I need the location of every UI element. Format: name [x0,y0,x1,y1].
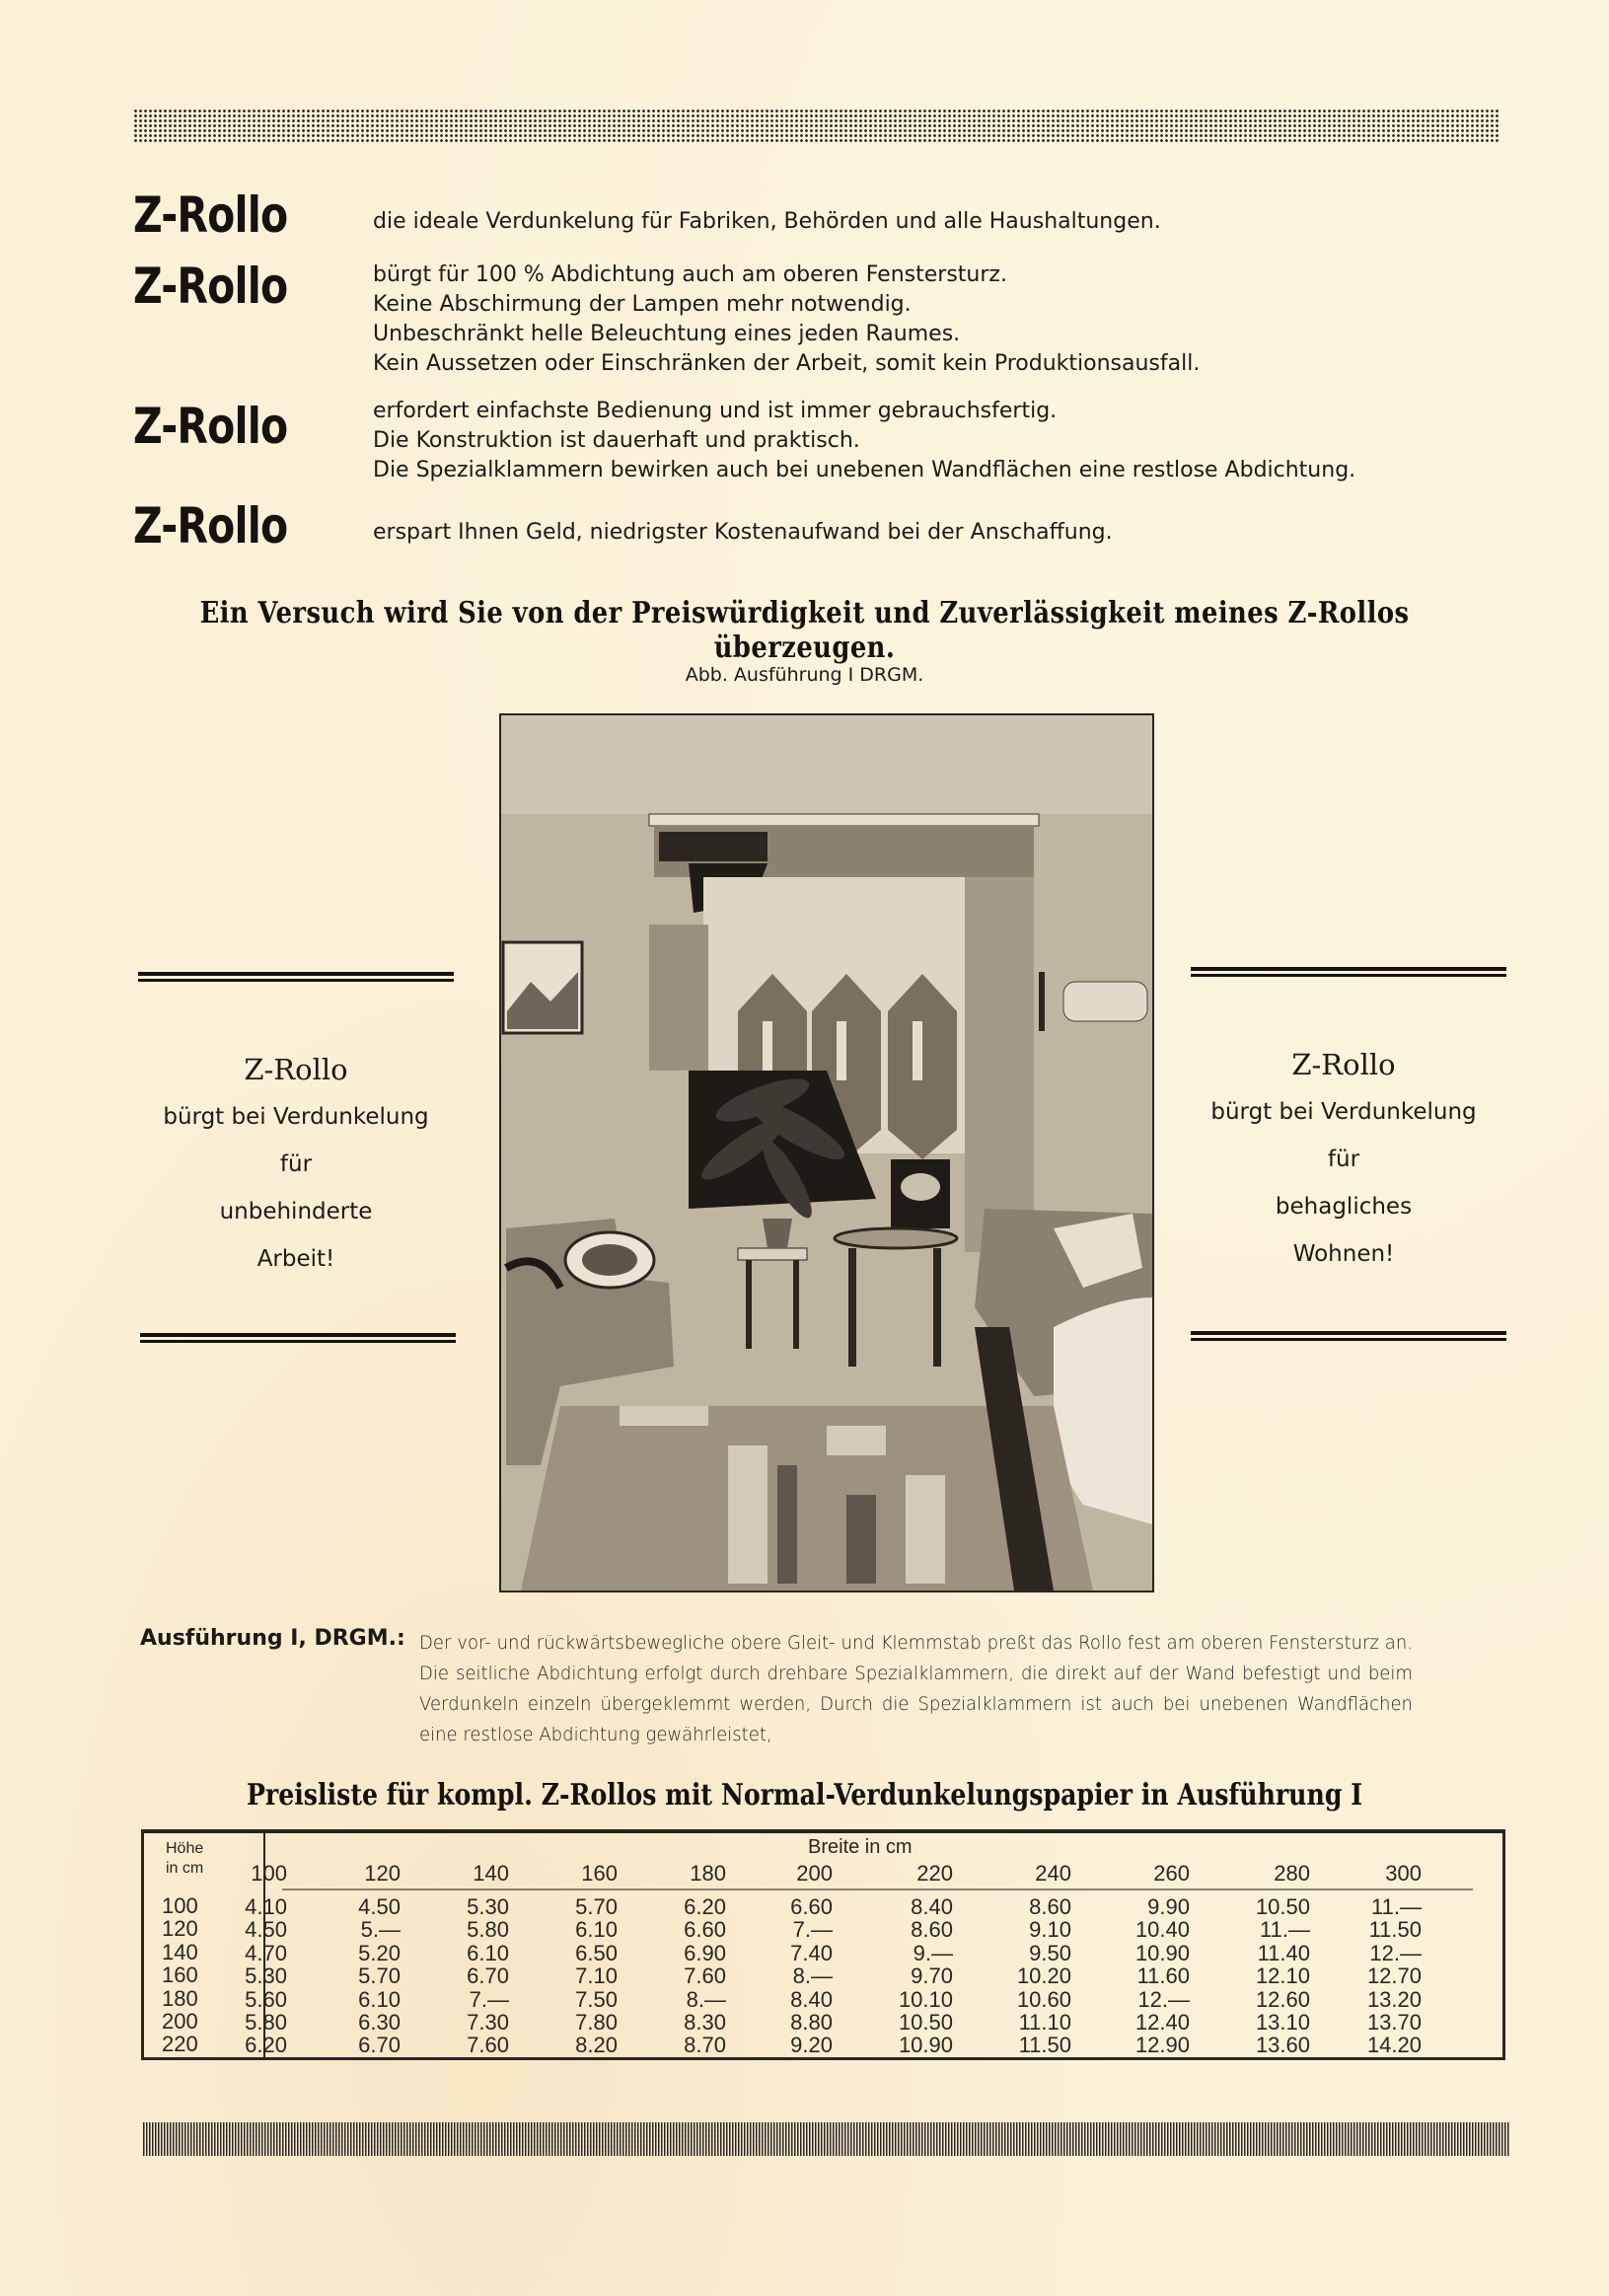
price-cell: 7.50 [575,1986,618,2012]
price-cell: 7.— [469,1986,509,2012]
price-cell: 6.50 [575,1940,618,1965]
price-cell: 8.30 [684,2010,726,2036]
right-top-double-rule [1191,967,1506,977]
price-column [864,1859,953,2057]
feature-line: Die Spezialklammern bewirken auch bei unebenen Wandflächen eine restlose Abdichtung. [373,458,1356,482]
price-cell: 9.— [913,1940,953,1965]
width-value: 180 [690,1861,726,1886]
price-column [744,1859,833,2057]
price-cell: 7.80 [575,2010,618,2036]
feature-text [373,260,1200,379]
price-cell: 10.10 [898,1986,953,2012]
feature-text [373,518,1113,548]
price-cell: 4.10 [245,1894,287,1919]
price-cell: 9.20 [790,2033,833,2058]
room-photo-illustration [501,715,1152,1591]
height-value: 160 [162,1963,198,1988]
price-cell: 5.80 [467,1917,509,1943]
side-title: Z-Rollo [244,1053,348,1086]
bottom-line-bar [143,2122,1509,2156]
price-cell: 10.50 [1255,1894,1310,1919]
price-cell: 5.60 [245,1986,287,2012]
side-title: Z-Rollo [1291,1048,1396,1081]
price-cell: 12.— [1137,1986,1190,2012]
price-cell: 9.90 [1147,1894,1190,1919]
price-cell: 9.50 [1029,1940,1071,1965]
feature-heading: Z-Rollo [133,258,288,315]
height-header-line: Höhe [166,1840,204,1857]
price-column [1333,1859,1422,2057]
price-cell: 6.10 [575,1917,618,1943]
price-column [983,1859,1071,2057]
price-cell: 10.20 [1016,1963,1071,1989]
price-cell: 5.30 [245,1963,287,1989]
photo-caption: Abb. Ausführung I DRGM. [685,664,924,686]
price-cell: 5.70 [358,1963,401,1989]
price-cell: 11.— [1371,1894,1422,1919]
price-cell: 4.50 [245,1917,287,1943]
price-cell: 6.20 [245,2033,287,2058]
left-side-note [138,1046,454,1283]
height-value: 180 [162,1985,198,2011]
price-cell: 10.90 [898,2033,953,2058]
height-value: 120 [162,1916,198,1942]
price-cell: 12.— [1369,1940,1422,1965]
price-cell: 4.50 [358,1894,401,1919]
price-cell: 12.40 [1134,2010,1190,2036]
height-header-line: in cm [166,1860,204,1877]
height-value: 100 [162,1893,198,1918]
price-cell: 8.40 [790,1986,833,2012]
price-cell: 6.60 [790,1894,833,1919]
side-line: bürgt bei Verdunkelung [1210,1099,1477,1125]
side-line: bürgt bei Verdunkelung [163,1104,429,1130]
price-cell: 7.60 [467,2033,509,2058]
width-value: 100 [251,1861,287,1886]
price-cell: 8.70 [684,2033,726,2058]
feature-line: Keine Abschirmung der Lampen mehr notwendig. [373,292,912,317]
side-line: Wohnen! [1292,1241,1395,1267]
price-column [1221,1859,1310,2057]
feature-heading: Z-Rollo [133,497,288,555]
feature-line: die ideale Verdunkelung für Fabriken, Behörden und alle Haushaltungen. [373,209,1161,234]
feature-line: Unbeschränkt helle Beleuchtung eines jeden Raumes. [373,322,961,346]
slogan: Ein Versuch wird Sie von der Preiswürdigkeit und Zuverlässigkeit meines Z-Rollos überzeugen. [199,596,1410,665]
price-cell: 13.70 [1366,2010,1422,2036]
left-top-double-rule [138,972,454,982]
price-cell: 7.40 [790,1940,833,1965]
price-cell: 11.40 [1257,1940,1310,1965]
price-cell: 7.— [792,1917,833,1943]
price-cell: 9.70 [911,1963,953,1989]
price-cell: 11.50 [1368,1917,1422,1943]
side-line: für [279,1151,313,1177]
price-cell: 6.70 [467,1963,509,1989]
price-cell: 8.— [686,1986,726,2012]
price-column [312,1859,401,2057]
price-cell: 13.60 [1255,2033,1310,2058]
price-column [420,1859,509,2057]
price-cell: 10.60 [1016,1986,1071,2012]
price-cell: 11.60 [1136,1963,1190,1989]
price-cell: 6.30 [358,2010,401,2036]
side-line: Arbeit! [256,1246,335,1272]
feature-text [373,397,1355,485]
price-cell: 6.20 [684,1894,726,1919]
price-cell: 13.10 [1255,2010,1310,2036]
height-value: 220 [162,2032,198,2057]
width-value: 160 [581,1861,618,1886]
height-value: 140 [162,1939,198,1964]
side-line: für [1327,1147,1360,1172]
width-value: 140 [473,1861,509,1886]
feature-line: erfordert einfachste Bedienung und ist immer gebrauchsfertig. [373,399,1058,423]
price-cell: 7.30 [467,2010,509,2036]
price-cell: 8.60 [911,1917,953,1943]
price-cell: 5.— [360,1917,401,1943]
price-cell: 8.80 [790,2010,833,2036]
price-cell: 5.20 [358,1940,401,1965]
width-value: 120 [364,1861,401,1886]
price-cell: 9.10 [1029,1917,1071,1943]
feature-line: Kein Aussetzen oder Einschränken der Arbeit, somit kein Produktionsausfall. [373,351,1201,376]
price-column [198,1859,287,2057]
price-cell: 12.70 [1366,1963,1422,1989]
height-value: 200 [162,2009,198,2035]
price-cell: 11.— [1260,1917,1310,1943]
feature-line: Die Konstruktion ist dauerhaft und praktisch. [373,428,860,453]
description-text: Der vor- und rückwärtsbewegliche obere Gleit- und Klemmstab preßt das Rollo fest am oberen Fenstersturz an. Die seitliche Abdichtung erfolgt durch drehbare Spezialklammern, die direkt auf der Wand befestigt und beim Verdunkeln einzeln übergeklemmt werden, Durch die Spezialklammern ist auch bei unebenen Wandflächen eine restlose Abdichtung gewährleistet, [419,1632,1413,1745]
price-table [141,1829,1505,2060]
price-cell: 5.30 [467,1894,509,1919]
price-cell: 4.70 [245,1940,287,1965]
width-value: 240 [1035,1861,1071,1886]
price-cell: 7.60 [684,1963,726,1989]
feature-heading: Z-Rollo [133,186,288,244]
right-side-note [1191,1041,1497,1278]
width-value: 260 [1153,1861,1190,1886]
width-header: Breite in cm [808,1836,913,1858]
price-cell: 13.20 [1366,1986,1422,2012]
price-cell: 6.90 [684,1940,726,1965]
price-cell: 12.10 [1255,1963,1310,1989]
price-cell: 6.60 [684,1917,726,1943]
side-line: unbehinderte [219,1199,373,1224]
feature-heading: Z-Rollo [133,398,288,455]
price-cell: 7.10 [575,1963,618,1989]
price-cell: 6.10 [358,1986,401,2012]
feature-text [373,207,1161,237]
width-value: 220 [916,1861,953,1886]
price-column [637,1859,726,2057]
price-cell: 11.50 [1018,2033,1071,2058]
price-cell: 6.70 [358,2033,401,2058]
price-column [1101,1859,1190,2057]
price-cell: 8.20 [575,2033,618,2058]
description-label: Ausführung I, DRGM.: [140,1626,405,1651]
height-values [162,1894,198,2056]
width-value: 280 [1274,1861,1310,1886]
price-cell: 14.20 [1366,2033,1422,2058]
width-value: 300 [1385,1861,1422,1886]
price-cell: 6.10 [467,1940,509,1965]
width-value: 200 [796,1861,833,1886]
side-line: behagliches [1275,1194,1413,1220]
price-cell: 11.10 [1018,2010,1071,2036]
left-bottom-double-rule [140,1333,456,1343]
feature-line: bürgt für 100 % Abdichtung auch am oberen Fenstersturz. [373,262,1007,287]
top-dot-bar [133,109,1499,142]
room-photo [499,713,1154,1592]
price-column [529,1859,618,2057]
price-cell: 12.90 [1134,2033,1190,2058]
price-cell: 8.— [792,1963,833,1989]
price-cell: 10.90 [1134,1940,1190,1965]
price-cell: 12.60 [1255,1986,1310,2012]
price-cell: 5.80 [245,2010,287,2036]
price-cell: 10.40 [1134,1917,1190,1943]
price-cell: 10.50 [898,2010,953,2036]
right-bottom-double-rule [1191,1331,1506,1341]
price-cell: 8.60 [1029,1894,1071,1919]
price-cell: 5.70 [575,1894,618,1919]
feature-line: erspart Ihnen Geld, niedrigster Kostenaufwand bei der Anschaffung. [373,520,1113,545]
price-list-title: Preisliste für kompl. Z-Rollos mit Normal-Verdunkelungspapier in Ausführung I [246,1778,1363,1813]
price-cell: 8.40 [911,1894,953,1919]
